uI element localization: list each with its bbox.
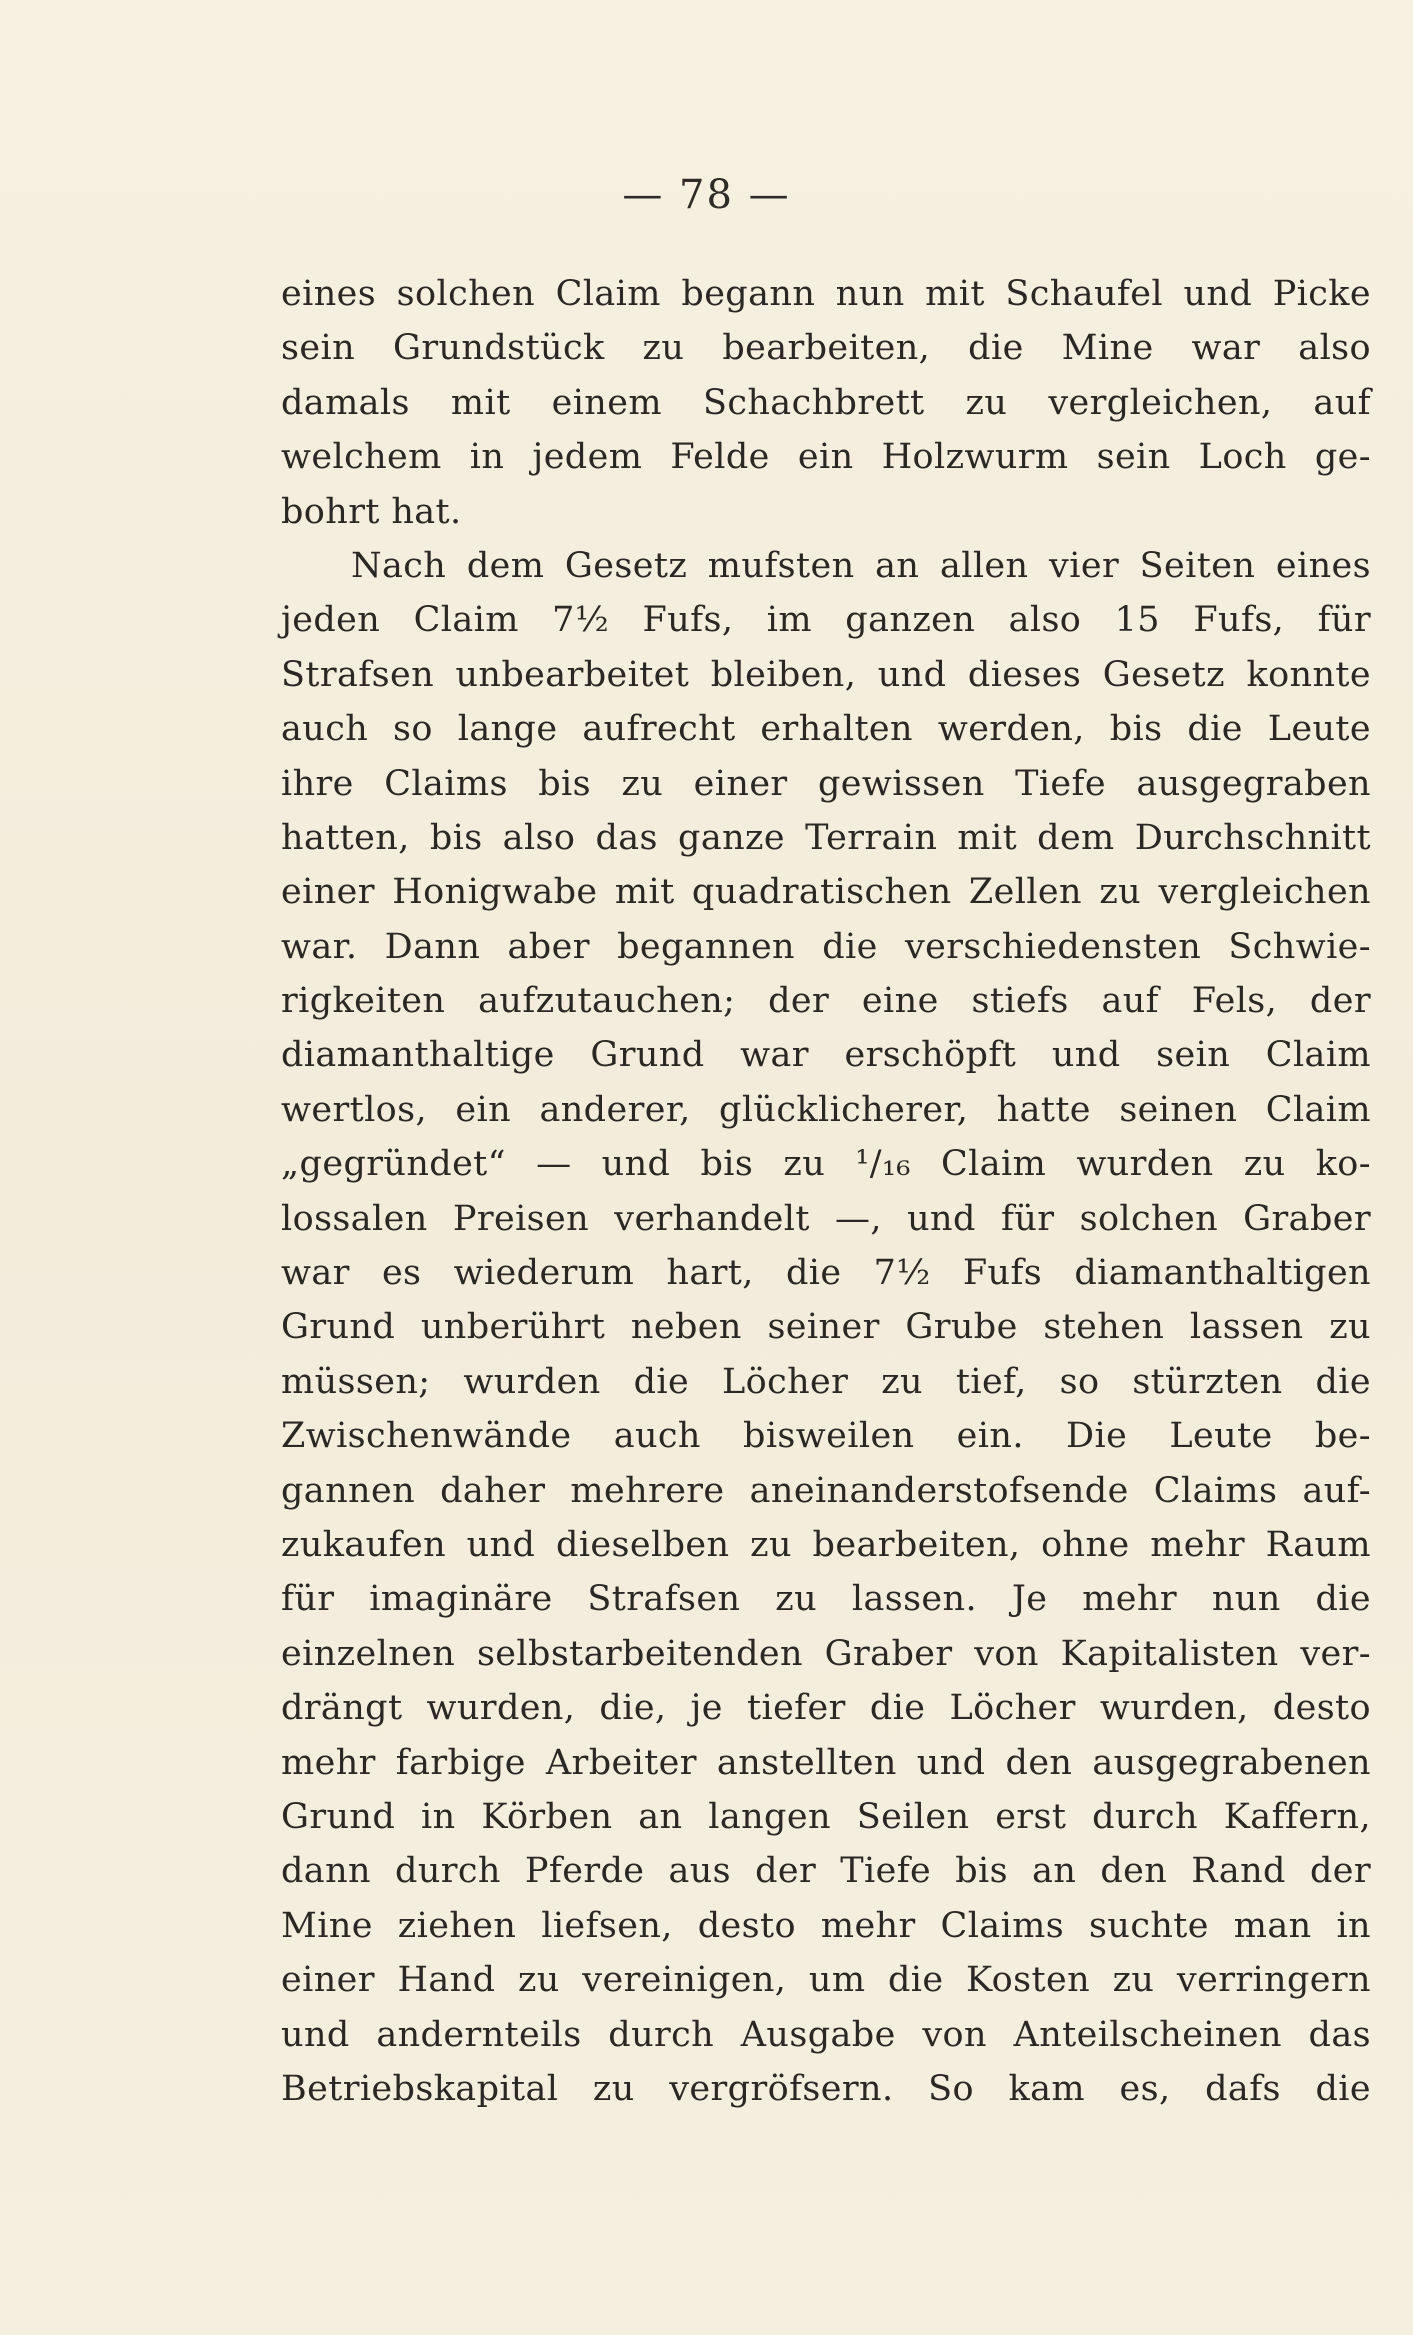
text-line: diamanthaltige Grund war erschöpft und sein Claim	[281, 1035, 1371, 1076]
text-line: drängt wurden, die, je tiefer die Löcher wurden, desto	[281, 1688, 1371, 1729]
text-line: war es wiederum hart, die 7½ Fufs diamanthaltigen	[281, 1253, 1371, 1294]
page-number: — 78 —	[622, 172, 791, 218]
text-line: „gegründet“ — und bis zu ¹/₁₆ Claim wurden zu ko-	[281, 1144, 1371, 1185]
text-line: Zwischenwände auch bisweilen ein. Die Leute be-	[281, 1416, 1371, 1457]
text-line: welchem in jedem Felde ein Holzwurm sein Loch ge-	[281, 437, 1371, 478]
text-line: dann durch Pferde aus der Tiefe bis an den Rand der	[281, 1851, 1371, 1892]
text-line: Strafsen unbearbeitet bleiben, und dieses Gesetz konnte	[281, 654, 1371, 695]
text-line: jeden Claim 7½ Fufs, im ganzen also 15 Fufs, für	[281, 600, 1371, 641]
text-line: Mine ziehen liefsen, desto mehr Claims suchte man in	[281, 1905, 1371, 1946]
text-line: auch so lange aufrecht erhalten werden, bis die Leute	[281, 709, 1371, 750]
text-line: eines solchen Claim begann nun mit Schaufel und Picke	[281, 274, 1371, 314]
text-line: mehr farbige Arbeiter anstellten und den ausgegrabenen	[281, 1742, 1371, 1783]
text-line: hatten, bis also das ganze Terrain mit dem Durchschnitt	[281, 817, 1371, 858]
text-line: Nach dem Gesetz mufsten an allen vier Seiten eines	[351, 545, 1371, 586]
text-line: lossalen Preisen verhandelt —, und für solchen Graber	[281, 1198, 1371, 1239]
text-line: damals mit einem Schachbrett zu vergleichen, auf	[281, 382, 1371, 423]
paragraph-1	[281, 267, 1371, 539]
text-line: müssen; wurden die Löcher zu tief, so stürzten die	[281, 1361, 1371, 1402]
text-line: sein Grundstück zu bearbeiten, die Mine war also	[281, 328, 1371, 369]
text-line: gannen daher mehrere aneinanderstofsende Claims auf-	[281, 1470, 1371, 1511]
text-line: Grund unberührt neben seiner Grube stehen lassen zu	[281, 1307, 1371, 1348]
text-line: einer Hand zu vereinigen, um die Kosten zu verringern	[281, 1960, 1371, 2001]
text-line: Betriebskapital zu vergröfsern. So kam es, dafs die	[281, 2068, 1371, 2109]
text-line: für imaginäre Strafsen zu lassen. Je mehr nun die	[281, 1579, 1371, 1620]
text-line: rigkeiten aufzutauchen; der eine stiefs auf Fels, der	[281, 981, 1371, 1022]
paragraph-2	[281, 539, 1371, 2116]
text-line: einzelnen selbstarbeitenden Graber von Kapitalisten ver-	[281, 1633, 1371, 1674]
text-line: und andernteils durch Ausgabe von Anteilscheinen das	[281, 2014, 1371, 2055]
text-line: zukaufen und dieselben zu bearbeiten, ohne mehr Raum	[281, 1524, 1371, 1565]
text-line: einer Honigwabe mit quadratischen Zellen zu vergleichen	[281, 872, 1371, 913]
body-text	[281, 267, 1371, 2116]
text-line: wertlos, ein anderer, glücklicherer, hatte seinen Claim	[281, 1089, 1371, 1130]
text-line: bohrt hat.	[281, 491, 462, 532]
text-line: Grund in Körben an langen Seilen erst durch Kaffern,	[281, 1796, 1371, 1837]
text-line: war. Dann aber begannen die verschiedensten Schwie-	[281, 926, 1371, 967]
text-line: ihre Claims bis zu einer gewissen Tiefe ausgegraben	[281, 763, 1371, 804]
